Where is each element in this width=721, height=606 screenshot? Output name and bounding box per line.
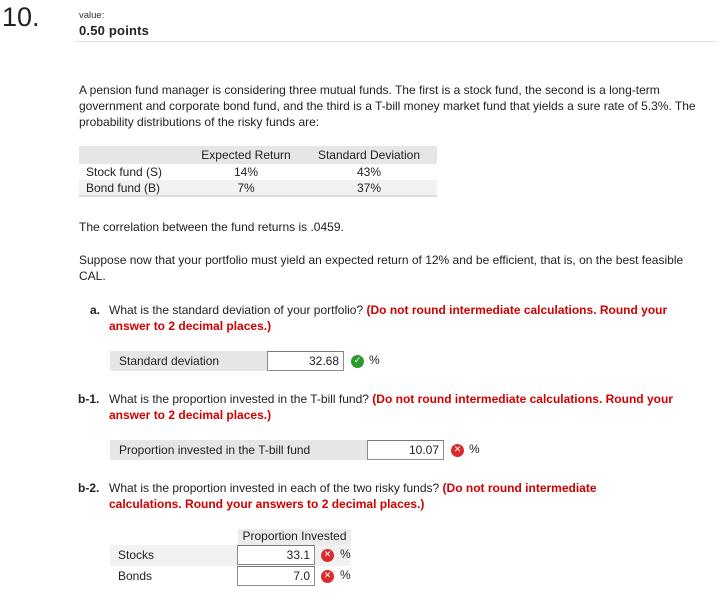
tbill-proportion-input[interactable]: 10.07 xyxy=(367,440,444,460)
part-b1-label: b-1. xyxy=(78,392,100,406)
bonds-proportion-input[interactable]: 7.0 xyxy=(237,566,315,586)
stocks-unit: % xyxy=(340,547,351,561)
part-b2-label: b-2. xyxy=(78,481,100,495)
part-b2-instruction: (Do not round intermediate calculations. Round your answers to 2 decimal places.) xyxy=(109,481,597,511)
part-b2-question-text: What is the proportion invested in each of the two risky funds? xyxy=(109,481,440,495)
part-a-label: a. xyxy=(90,303,101,317)
distribution-table xyxy=(79,146,437,197)
table-row xyxy=(79,180,437,196)
part-b2-question xyxy=(78,480,700,514)
table-header-expected-return: Expected Return xyxy=(191,146,301,164)
stocks-proportion-input[interactable]: 33.1 xyxy=(237,545,315,565)
part-b2-text xyxy=(109,480,669,512)
check-icon: ✓ xyxy=(351,355,364,368)
x-icon: ✕ xyxy=(321,570,334,583)
correlation-text: The correlation between the fund returns is .0459. xyxy=(79,220,344,234)
expected-return: 14% xyxy=(191,164,301,180)
table-header-row xyxy=(79,146,437,164)
fund-name: Bond fund (B) xyxy=(79,180,191,196)
part-b1-unit: % xyxy=(469,442,480,456)
table-header-fund xyxy=(79,146,191,164)
std-dev: 43% xyxy=(301,164,437,180)
part-b1-question xyxy=(78,391,700,425)
expected-return: 7% xyxy=(191,180,301,196)
bonds-unit: % xyxy=(340,568,351,582)
part-a-answer-row xyxy=(110,351,267,371)
standard-deviation-input[interactable]: 32.68 xyxy=(267,351,344,371)
question-number: 10. xyxy=(2,2,40,32)
bonds-label: Bonds xyxy=(118,569,153,583)
x-icon: ✕ xyxy=(321,549,334,562)
proportion-invested-header: Proportion Invested xyxy=(238,529,351,545)
part-b1-question-text: What is the proportion invested in the T-bill fund? xyxy=(109,392,369,406)
question-points: 0.50 points xyxy=(79,23,150,38)
table-row xyxy=(79,164,437,180)
part-a-instruction: (Do not round intermediate calculations. Round your answer to 2 decimal places.) xyxy=(109,303,668,333)
part-b1-instruction: (Do not round intermediate calculations. Round your answer to 2 decimal places.) xyxy=(109,392,673,422)
stocks-label: Stocks xyxy=(118,548,155,562)
part-a-question-text: What is the standard deviation of your portfolio? xyxy=(109,303,364,317)
part-b1-text xyxy=(109,391,699,423)
part-b1-answer-row xyxy=(110,440,367,460)
part-b1-answer-label: Proportion invested in the T-bill fund xyxy=(119,443,311,457)
part-a-question xyxy=(90,302,700,336)
table-header-std-dev: Standard Deviation xyxy=(301,146,437,164)
fund-name: Stock fund (S) xyxy=(79,164,191,180)
part-a-unit: % xyxy=(369,353,380,367)
part-a-text xyxy=(109,302,699,334)
part-a-answer-label: Standard deviation xyxy=(119,354,220,368)
header-divider xyxy=(74,41,717,42)
value-label: value: xyxy=(79,10,105,21)
std-dev: 37% xyxy=(301,180,437,196)
x-icon: ✕ xyxy=(451,444,464,457)
scenario-text: Suppose now that your portfolio must yield an expected return of 12% and be efficient, that is, on the best feasible CAL. xyxy=(79,253,684,283)
intro-paragraph: A pension fund manager is considering three mutual funds. The first is a stock fund, the second is a long-term government and corporate bond fund, and the third is a T-bill money market fund that yields a sure rate of 5.3%. The probability distributions of the risky funds are: xyxy=(79,83,696,129)
